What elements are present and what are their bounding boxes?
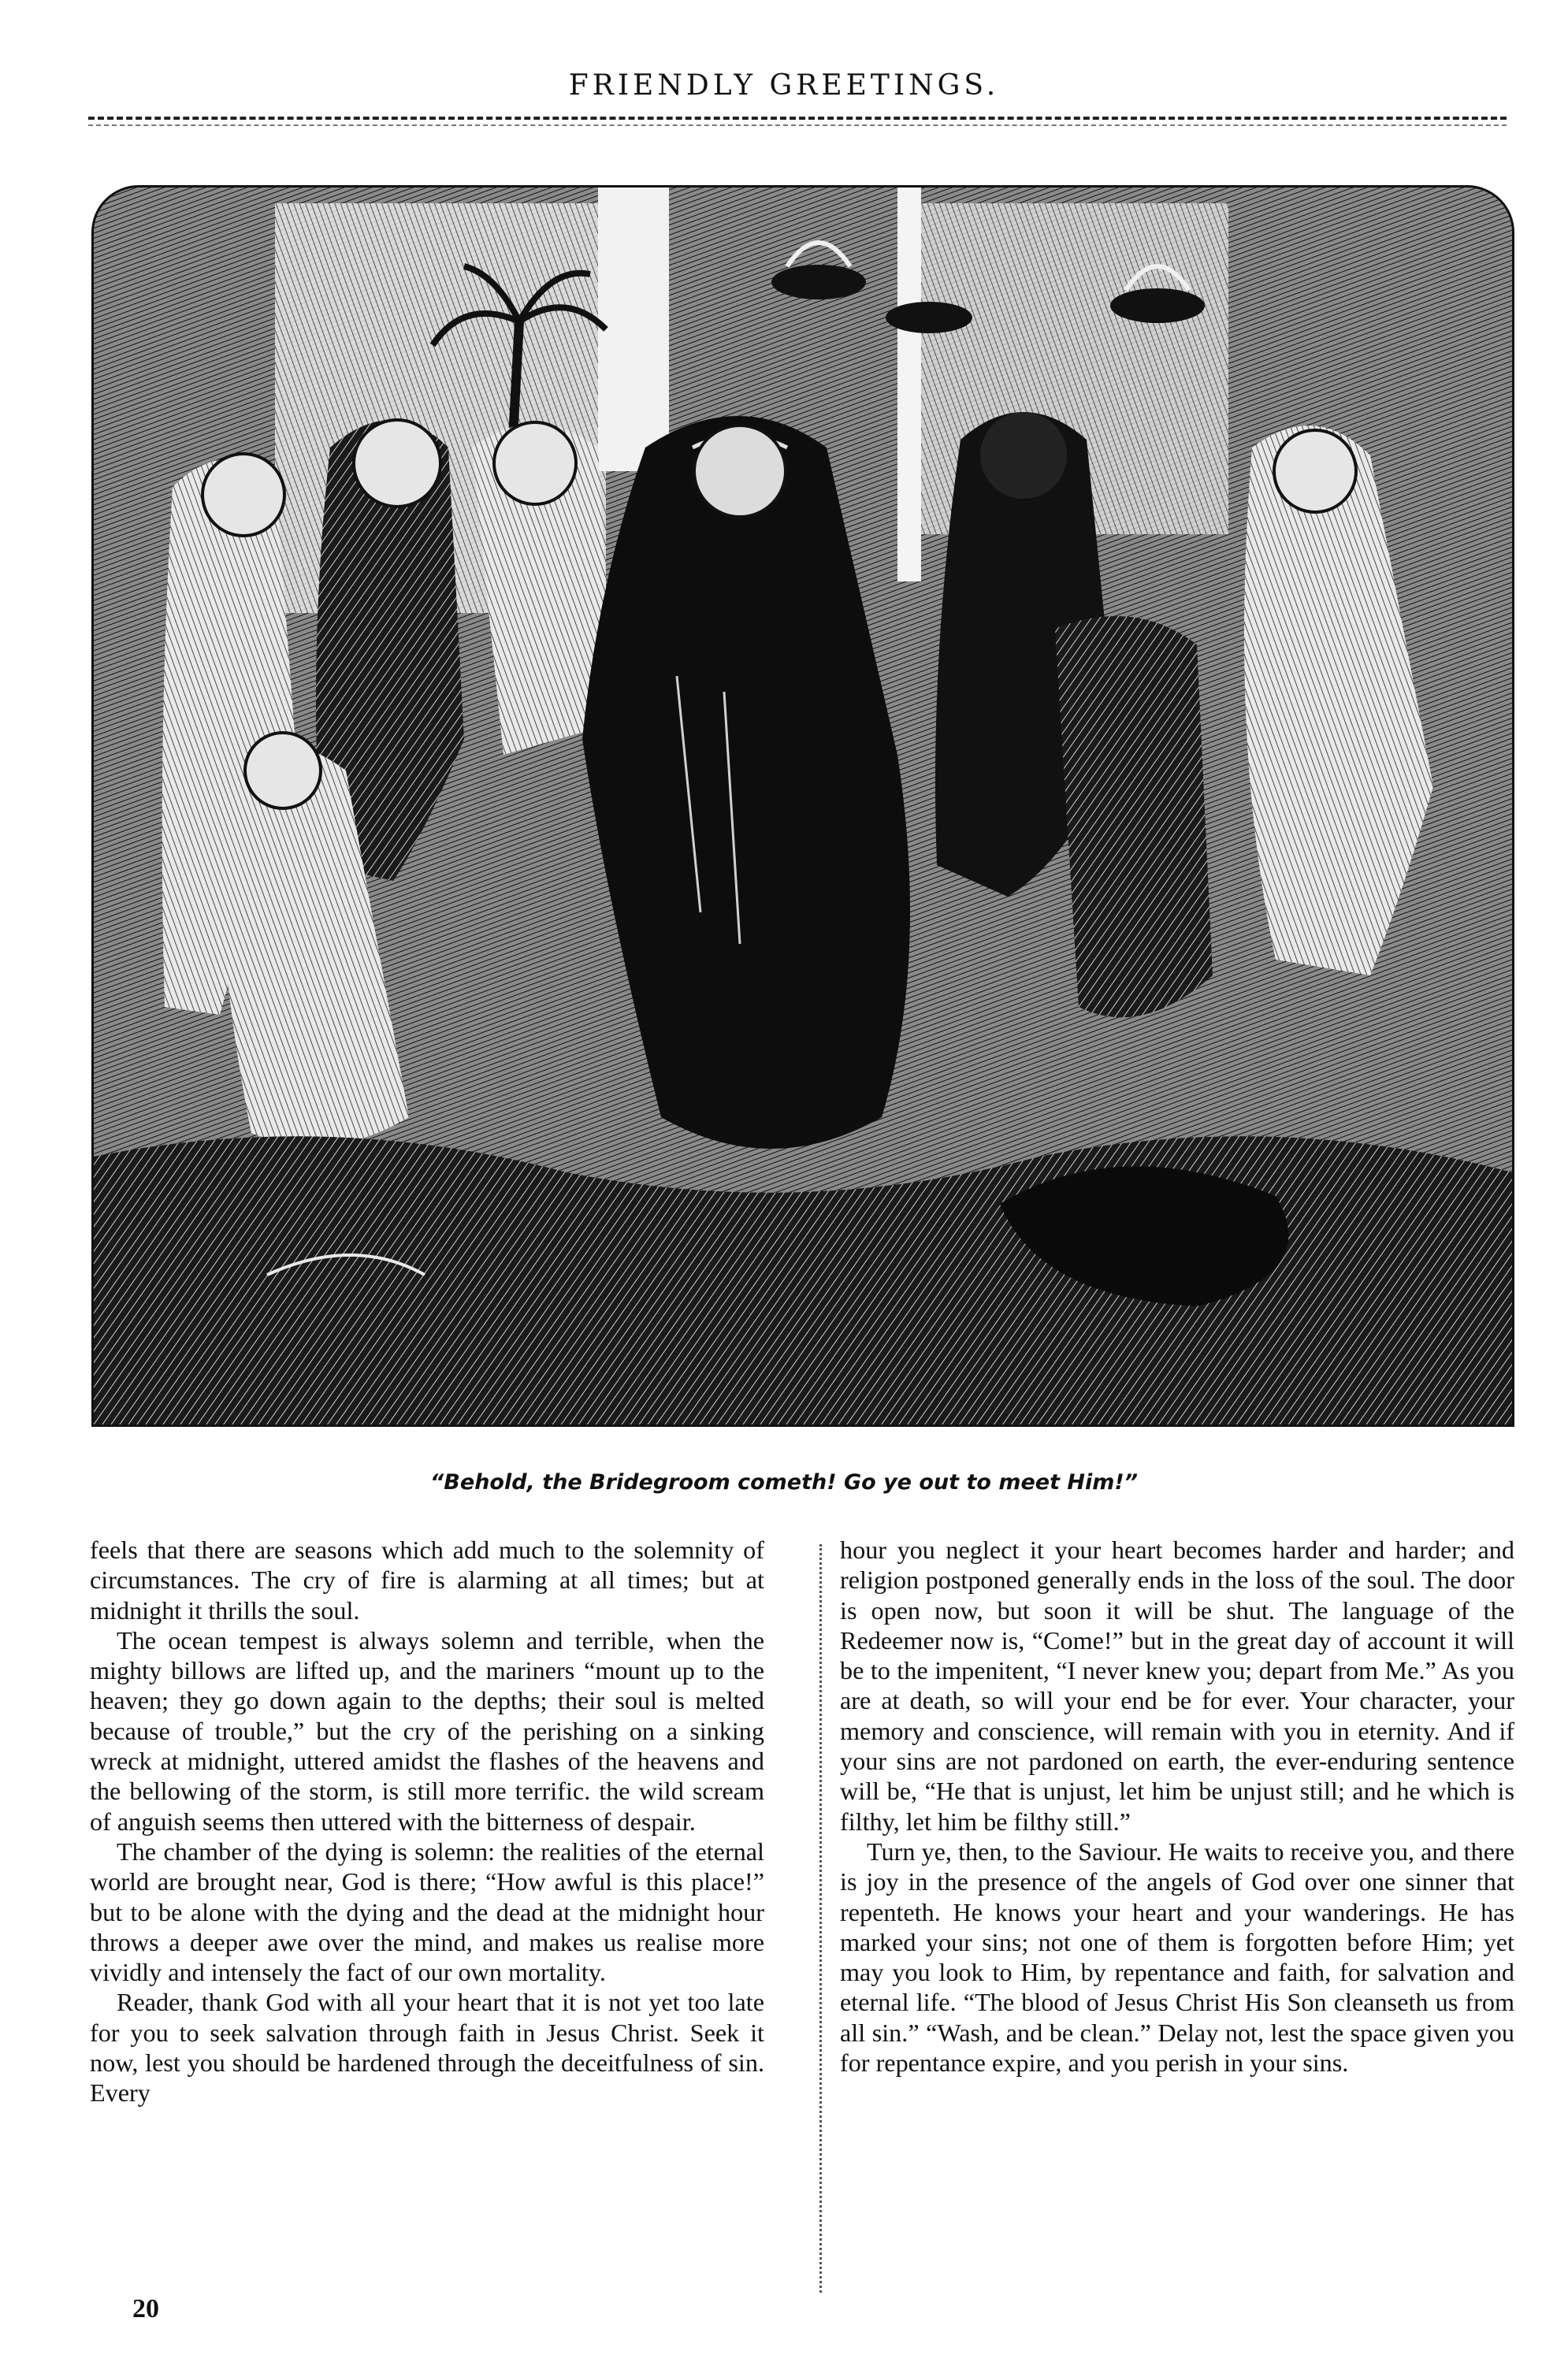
header-rule-secondary: [88, 124, 1507, 126]
paragraph: The ocean tempest is always solemn and terrible, when the mighty billows are lifted up, and the mariners “mount up to the heaven; they go down again to the depths; their soul is melted because of trouble,” but the cry of the perishing on a sinking wreck at midnight, uttered amidst the flashes of the heavens and the bellowing of the storm, is still more terrific. the wild scream of anguish seems then uttered with the bitterness of despair.: [90, 1625, 764, 1836]
body-column-right: [840, 1535, 1514, 2078]
paragraph: The chamber of the dying is solemn: the realities of the eternal world are brought near, God is there; “How awful is this place!” but to be alone with the dying and the dead at the midnight hour throws a deeper awe over the mind, and makes us realise more vividly and intensely the fact of our own mortality.: [90, 1837, 764, 1987]
paragraph: hour you neglect it your heart becomes harder and harder; and religion postponed generally ends in the loss of the soul. The door is open now, but soon it will be shut. The language of the Redeemer now is, “Come!” but in the great day of account it will be to the impenitent, “I never knew you; depart from Me.” As you are at death, so will your end be for ever. Your character, your memory and conscience, will remain with you in eternity. And if your sins are not pardoned on earth, the ever-enduring sentence will be, “He that is unjust, let him be unjust still; and he which is filthy, let him be filthy still.”: [840, 1536, 1514, 1836]
column-divider: [819, 1544, 822, 2293]
header-rule: [88, 117, 1507, 120]
running-header: FRIENDLY GREETINGS.: [568, 69, 1000, 102]
paragraph: Reader, thank God with all your heart that it is not yet too late for you to seek salvation through faith in Jesus Christ. Seek it now, lest you should be hardened through the deceitfulness of sin. Every: [90, 1988, 764, 2108]
page-number: 20: [132, 2294, 159, 2323]
paragraph: feels that there are seasons which add much to the solemnity of circumstances. The cry of fire is alarming at all times; but at midnight it thrills the soul.: [90, 1536, 764, 1625]
engraving-illustration: [91, 185, 1514, 1427]
body-column-left: [90, 1535, 764, 2108]
paragraph: Turn ye, then, to the Saviour. He waits to receive you, and there is joy in the presence of the angels of God over one sinner that repenteth. He knows your heart and your wanderings. He has marked your sins; not one of them is forgotten before Him; yet may you look to Him, by repentance and faith, for salvation and eternal life. “The blood of Jesus Christ His Son cleanseth us from all sin.” “Wash, and be clean.” Delay not, lest the space given you for repentance expire, and you perish in your sins.: [840, 1837, 1514, 2078]
illustration-caption: “Behold, the Bridegroom cometh! Go ye out to meet Him!”: [429, 1470, 1139, 1495]
